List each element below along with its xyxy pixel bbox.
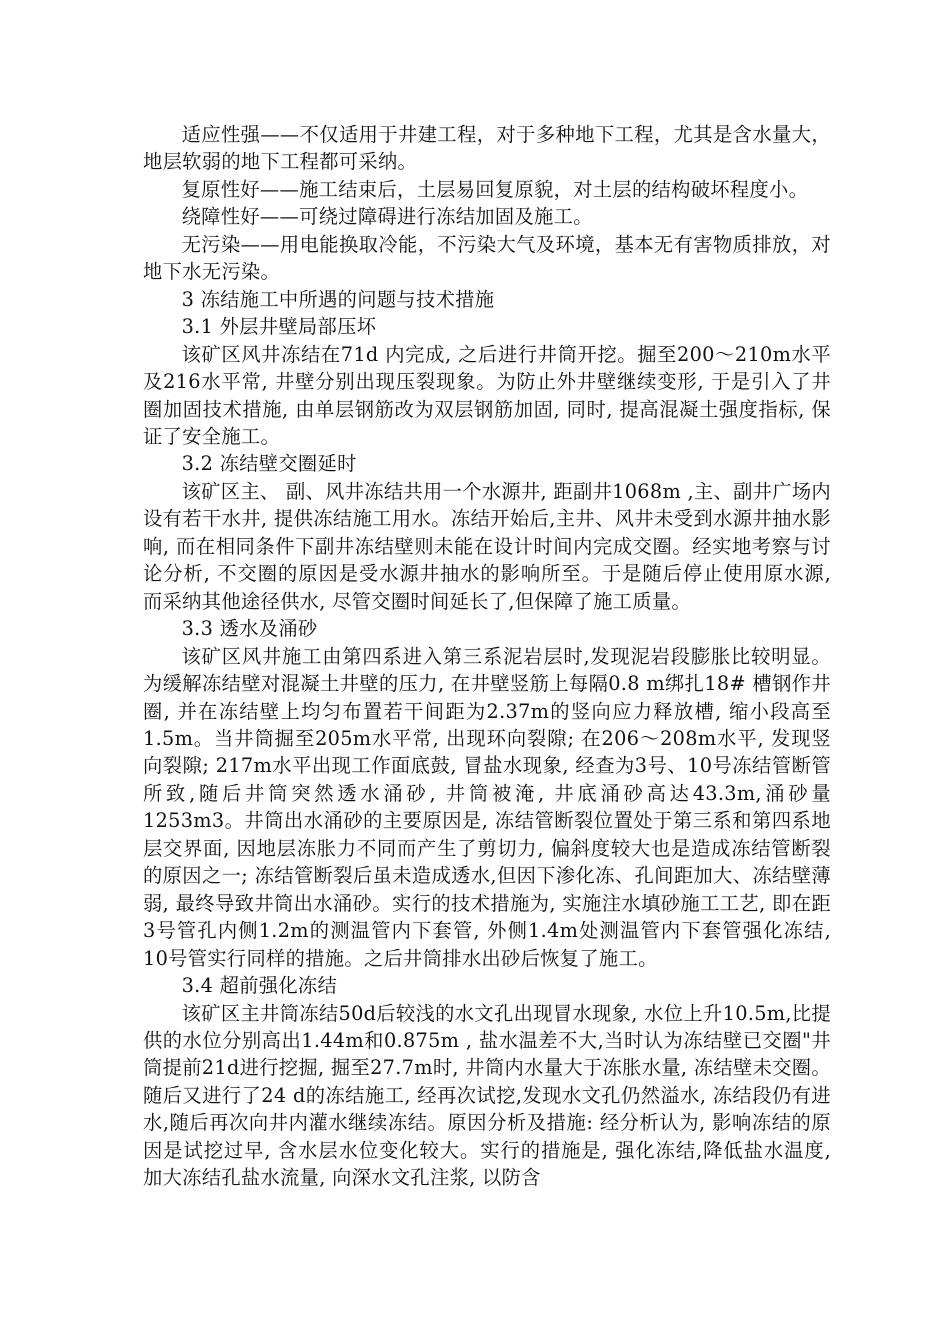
section-heading-3-1: 3.1 外层井壁局部压坏 [181,315,377,339]
paragraph-3-2: 该矿区主、 副、风井冻结共用一个水源井, 距副井1068m ,主、副井广场内设有若干水井, 提供冻结施工用水。冻结开始后,主井、风井未受到水源井抽水影响, 而在相同条件下副井冻结壁则未能在设计时间内完成交圈。经实地考察与讨论分析, 不交圈的原因是受水源井抽水的影响所至。于是随后停止使用原水源, 而采纳其他途径供水, 尽管交圈时间延长了,但保障了施工质量。 [143,479,831,613]
section-heading-3-4: 3.4 超前强化冻结 [181,974,338,998]
section-heading-3: 3 冻结施工中所遇的问题与技术措施 [181,287,495,311]
paragraph-adaptability: 适应性强——不仅适用于井建工程，对于多种地下工程，尤其是含水量大，地层软弱的地下工程都可采纳。 [143,123,831,174]
paragraph-recoverability: 复原性好——施工结束后，土层易回复原貌，对土层的结构破坏程度小。 [181,177,809,201]
paragraph-no-pollution: 无污染——用电能换取冷能，不污染大气及环境，基本无有害物质排放，对地下水无污染。 [143,232,831,284]
paragraph-3-3: 该矿区风井施工由第四系进入第三系泥岩层时,发现泥岩段膨胀比较明显。为缓解冻结壁对混凝土井壁的压力, 在井壁竖筋上每隔0.8 m绑扎18# 槽钢作井圈, 并在冻结壁上均匀布置若干间距为2.37m的竖向应力释放槽, 缩小段高至1.5m。当井筒掘至205m水平常, 出现环向裂隙; 在206～208m水平, 发现竖向裂隙; 217m水平出现工作面底鼓, 冒盐水现象, 经查为3号、10号冻结管断管所致,随后井筒突然透水涌砂, 井筒被淹, 井底涌砂高达43.3m,涌砂量1253m3。井筒出水涌砂的主要原因是, 冻结管断裂位置处于第三系和第四系地层交界面, 因地层冻胀力不同而产生了剪切力, 偏斜度较大也是造成冻结管断裂的原因之一; 冻结管断裂后虽未造成透水,但因下渗化冻、孔间距加大、冻结壁薄弱, 最终导致井筒出水涌砂。实行的技术措施为, 实施注水填砂施工工艺, 即在距3号管孔内侧1.2m的测温管内下套管, 外侧1.4m处测温管内下套管强化冻结, 10号管实行同样的措施。之后井筒排水出砂后恢复了施工。 [143,644,831,970]
paragraph-obstacle-bypass: 绕障性好——可绕过障碍进行冻结加固及施工。 [181,205,593,229]
paragraph-3-4: 该矿区主井筒冻结50d后较浅的水文孔出现冒水现象, 水位上升10.5m,比提供的水位分别高出1.44m和0.875m , 盐水温差不大,当时认为冻结壁已交圈"井筒提前21d进行挖掘, 掘至27.7m时, 井筒内水量大于冻胀水量, 冻结壁未交圈。随后又进行了24 d的冻结施工, 经再次试挖,发现水文孔仍然溢水, 冻结段仍有进水,随后再次向井内灌水继续冻结。原因分析及措施: 经分析认为, 影响冻结的原因是试挖过早, 含水层水位变化较大。实行的措施是, 强化冻结,降低盐水温度, 加大冻结孔盐水流量, 向深水文孔注浆, 以防含 [143,1001,831,1190]
paragraph-3-1: 该矿区风井冻结在71d 内完成, 之后进行井筒开挖。掘至200～210m水平及216水平常, 井壁分别出现压裂现象。为防止外井壁继续变形, 于是引入了井圈加固技术措施, 由单层钢筋改为双层钢筋加固, 同时, 提高混凝土强度指标, 保证了安全施工。 [143,342,831,448]
section-heading-3-3: 3.3 透水及涌砂 [181,617,318,641]
section-heading-3-2: 3.2 冻结壁交圈延时 [181,452,357,476]
document-body [143,121,831,1192]
